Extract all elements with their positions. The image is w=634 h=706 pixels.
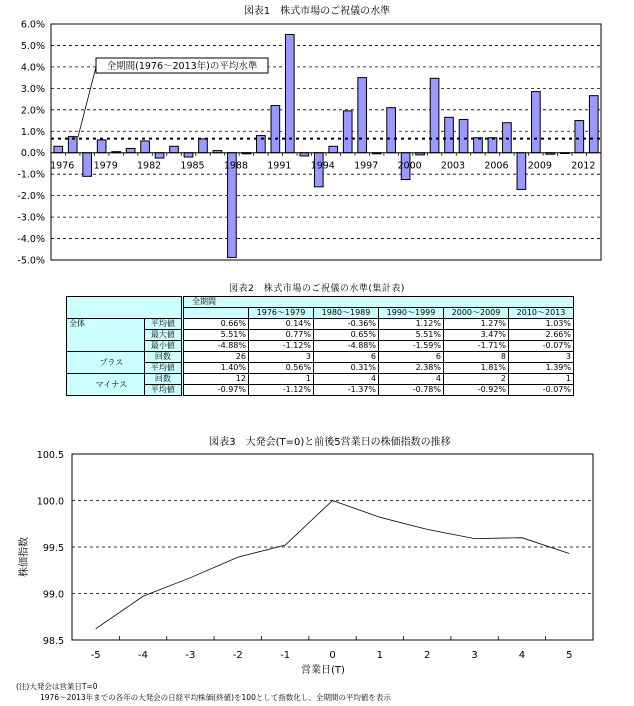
x-tick-label: 1982 (136, 160, 162, 172)
summary-table (66, 296, 574, 396)
table-cell: 1.27% (444, 319, 509, 330)
bar-2009 (532, 92, 541, 153)
y-tick-label: 100.5 (36, 450, 64, 461)
table-cell: 5.51% (183, 330, 249, 341)
bar-1978 (83, 153, 92, 177)
bar-chart (0, 0, 634, 275)
table-cell: 5.51% (379, 330, 444, 341)
y-tick-label: -2.0% (17, 191, 45, 203)
table-cell: -0.92% (444, 385, 509, 396)
annotation-text: 全期間(1976～2013年)の平均水準 (106, 61, 258, 72)
x-tick-label: -3 (185, 650, 196, 661)
x-tick-label: 2 (424, 650, 431, 661)
y-tick-label: -4.0% (17, 234, 45, 246)
table-cell: -1.37% (314, 385, 379, 396)
chart1-title: 図表1 株式市場のご祝儀の水準 (243, 6, 391, 17)
bar-1986 (199, 139, 208, 153)
chart1-gridlines (51, 45, 601, 238)
bar-2012 (575, 121, 584, 153)
y-tick-label: 1.0% (20, 126, 45, 138)
x-tick-label: 1 (376, 650, 384, 661)
table-cell: 3 (249, 352, 314, 363)
header-period: 1976～1979 (249, 308, 314, 319)
bar-1984 (170, 146, 179, 152)
chart3-gridlines (72, 501, 593, 594)
table-cell: -4.88% (314, 341, 379, 352)
header-all-period: 全期間 (183, 297, 574, 308)
bar-2008 (517, 153, 526, 190)
x-tick-label: 1991 (267, 160, 292, 172)
table-cell: 1.81% (444, 363, 509, 374)
x-tick-label: 0 (329, 650, 336, 661)
x-tick-label: -2 (232, 650, 243, 661)
chart3-y-axis (37, 450, 64, 647)
table-cell: 3.47% (444, 330, 509, 341)
table-corner (67, 297, 183, 319)
bar-1995 (329, 146, 338, 152)
x-tick-label: 2000 (397, 160, 422, 172)
x-tick-label: 1994 (310, 160, 335, 172)
x-tick-label: 1979 (93, 160, 118, 172)
x-tick-label: 5 (566, 650, 573, 661)
x-tick-label: 2009 (527, 160, 552, 172)
y-tick-label: 6.0% (20, 19, 45, 31)
y-tick-label: 99.5 (42, 543, 64, 554)
table-cell: 2.66% (509, 330, 574, 341)
table-row (67, 374, 574, 385)
bar-1983 (155, 153, 164, 158)
note-line-1: (注)大発会は営業日T=0 (16, 682, 98, 691)
table-cell: 12 (183, 374, 249, 385)
table-cell: 6 (379, 352, 444, 363)
x-tick-label: -1 (280, 650, 291, 661)
header-period: 2000～2009 (444, 308, 509, 319)
table-cell: 0.66% (183, 319, 249, 330)
y-tick-label: 5.0% (20, 40, 45, 52)
bar-1999 (387, 108, 396, 153)
y-tick-label: 99.0 (42, 589, 64, 601)
header-blank (183, 308, 249, 319)
row-label: 平均値 (144, 363, 182, 374)
table-cell: 0.65% (314, 330, 379, 341)
table-cell: 26 (183, 352, 249, 363)
line-chart (0, 425, 634, 680)
bar-1981 (126, 148, 135, 152)
x-tick-label: -5 (90, 650, 101, 661)
table-cell: 2 (444, 374, 509, 385)
table-cell: 0.31% (314, 363, 379, 374)
table-cell: -1.12% (249, 341, 314, 352)
chart3-ylabel: 株価指数 (19, 537, 30, 577)
bar-1997 (358, 78, 367, 153)
x-tick-label: 2012 (571, 160, 596, 172)
x-tick-label: 1997 (354, 160, 379, 172)
y-tick-label: 98.5 (42, 636, 64, 647)
table-cell: -1.71% (444, 341, 509, 352)
table-cell: 4 (379, 374, 444, 385)
table-cell: -0.97% (183, 385, 249, 396)
table-cell: 1 (249, 374, 314, 385)
x-tick-label: 3 (471, 650, 478, 661)
bar-2003 (445, 117, 454, 152)
bar-1979 (97, 140, 106, 153)
group-label-minus: マイナス (67, 374, 145, 396)
note-line-2: 1976～2013年までの各年の大発会の日経平均株価(終値)を100として指数化し、全期間の平均値を表示 (40, 693, 391, 702)
row-label: 平均値 (144, 319, 182, 330)
row-label: 最大値 (144, 330, 182, 341)
row-label: 回数 (144, 374, 182, 385)
y-tick-label: 2.0% (20, 105, 45, 117)
y-tick-label: -5.0% (17, 255, 45, 267)
row-label: 最小値 (144, 341, 182, 352)
table-cell: 1.40% (183, 363, 249, 374)
y-tick-label: 0.0% (20, 148, 45, 160)
bar-1996 (343, 111, 352, 153)
bar-2004 (459, 119, 468, 152)
y-tick-label: 3.0% (20, 83, 45, 95)
x-tick-label: 4 (518, 650, 526, 661)
y-tick-label: 100.0 (36, 496, 64, 508)
header-period: 2010～2013 (509, 308, 574, 319)
bar-1985 (184, 153, 193, 157)
table-cell: 0.56% (249, 363, 314, 374)
bar-1991 (271, 106, 280, 153)
y-tick-label: 4.0% (20, 62, 45, 74)
chart3-xlabel: 営業日(T) (301, 665, 345, 676)
y-tick-label: -3.0% (17, 212, 45, 224)
table-cell: 0.77% (249, 330, 314, 341)
x-tick-label: 1988 (223, 160, 249, 172)
table-title: 図表2 株式市場のご祝儀の水準(集計表) (229, 284, 405, 294)
group-label-plus: プラス (67, 352, 145, 374)
table-cell: 4 (314, 374, 379, 385)
annotation-leader (78, 67, 96, 137)
y-tick-label: -1.0% (17, 169, 45, 181)
table-cell: 1.03% (509, 319, 574, 330)
table-cell: -0.78% (379, 385, 444, 396)
chart1-y-axis (17, 20, 45, 267)
table-cell: 6 (314, 352, 379, 363)
bar-2002 (430, 78, 439, 152)
table-cell: 2.38% (379, 363, 444, 374)
table-cell: 1.12% (379, 319, 444, 330)
table-cell: -1.59% (379, 341, 444, 352)
table-cell: 1.39% (509, 363, 574, 374)
header-period: 1990～1999 (379, 308, 444, 319)
table-cell: -0.07% (509, 385, 574, 396)
row-label: 回数 (144, 352, 182, 363)
x-tick-label: -4 (138, 650, 149, 661)
x-tick-label: 2003 (440, 160, 466, 172)
bar-2006 (488, 138, 497, 153)
x-tick-label: 1985 (180, 160, 205, 172)
row-label: 平均値 (144, 385, 182, 396)
bar-2005 (474, 138, 483, 153)
table-cell: -4.88% (183, 341, 249, 352)
table-cell: 3 (509, 352, 574, 363)
x-tick-label: 2006 (484, 160, 509, 172)
header-period: 1980～1989 (314, 308, 379, 319)
bar-2013 (589, 96, 598, 153)
table-cell: 8 (444, 352, 509, 363)
group-label-all: 全体 (67, 319, 145, 352)
table-cell: -0.36% (314, 319, 379, 330)
bar-1992 (285, 35, 294, 153)
table-cell: 1 (509, 374, 574, 385)
table-row (67, 352, 574, 363)
index-line (96, 501, 570, 629)
bar-1982 (141, 141, 150, 153)
table-cell: -1.12% (249, 385, 314, 396)
bar-1976 (54, 146, 63, 152)
x-tick-label: 1976 (50, 160, 75, 172)
chart3-title: 図表3 大発会(T=0)と前後5営業日の株価指数の推移 (209, 437, 451, 448)
table-row (67, 319, 574, 330)
table-cell: 0.14% (249, 319, 314, 330)
table-cell: -0.07% (509, 341, 574, 352)
